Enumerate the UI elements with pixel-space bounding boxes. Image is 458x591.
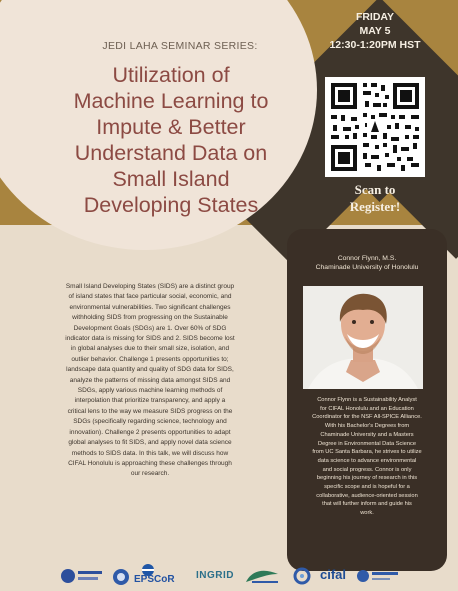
abstract-line: in global analyses due to their small size, isolation, and bbox=[70, 345, 230, 353]
event-time: 12:30-1:20PM HST bbox=[329, 39, 421, 51]
abstract-line: analyze the patterns of missing data amongst SIDS and bbox=[69, 376, 231, 384]
abstract-line: global analyses to fit SIDS, and apply novel data science bbox=[68, 439, 232, 447]
event-day: FRIDAY bbox=[355, 11, 395, 23]
speaker-portrait-icon bbox=[303, 286, 423, 389]
title-line: Impute & Better bbox=[96, 115, 246, 139]
abstract-line: Development Goals (SDGs) are 1. Over 60% of SDG bbox=[73, 324, 227, 332]
abstract-line: innovation). Challenge 2 presents opportunities to adapt bbox=[69, 428, 231, 436]
bio-line: work. bbox=[360, 510, 374, 517]
event-date-value: MAY 5 bbox=[359, 25, 391, 37]
bio-line: that will further inform and guide his bbox=[322, 501, 412, 508]
bio-line: beginning his journey of research in this bbox=[316, 475, 418, 482]
island-partner-logo-icon bbox=[244, 566, 280, 586]
bio-line: data science to advance environmental bbox=[317, 457, 417, 464]
abstract-line: SDGs, apply various machine learning methods of bbox=[77, 387, 223, 395]
abstract-line: outlier behavior. Challenge 1 presents opportunities to; bbox=[71, 355, 229, 363]
abstract-line: interpolation that prioritize transparency, and apply a bbox=[74, 397, 226, 405]
abstract-line: withholding SIDS from progressing on the Sustainable bbox=[72, 314, 228, 322]
cifal-logo-icon: cifal bbox=[320, 567, 347, 582]
speaker-name: Connor Flynn, M.S. bbox=[337, 255, 397, 262]
title-line: Developing States bbox=[83, 193, 259, 217]
bio-line: Degree in Environmental Data Science bbox=[317, 440, 416, 447]
ingrid-logo-icon: INGRID bbox=[196, 570, 234, 581]
epscor-logo-icon: EPSCoR bbox=[134, 574, 175, 585]
register-line-2: Register! bbox=[349, 199, 401, 214]
honolulu-partner-logo-icon bbox=[356, 568, 400, 584]
title-line: Understand Data on bbox=[74, 141, 268, 165]
abstract-line: SDGs (specifically regarding science, technology and bbox=[73, 418, 227, 426]
abstract-line: Small Island Developing States (SIDS) are a distinct group bbox=[65, 283, 235, 290]
register-callout bbox=[330, 181, 420, 215]
abstract-line: our research. bbox=[130, 470, 170, 478]
bio-line: Coordinator for the NSF All-SPICE Alliance. bbox=[312, 414, 422, 421]
title-line: Small Island bbox=[112, 167, 230, 191]
seal-logo-icon bbox=[112, 568, 130, 586]
bio-line: from UC Santa Barbara, he strives to utilize bbox=[312, 449, 422, 456]
event-date bbox=[315, 10, 435, 52]
bio-line: for CIFAL Honolulu and an Education bbox=[320, 405, 414, 412]
bio-line: Chaminade University and a Masters bbox=[320, 431, 414, 438]
bio-line: and social progress. Connor is only bbox=[322, 466, 412, 473]
speaker-affiliation: Chaminade University of Honolulu bbox=[315, 264, 419, 271]
abstract-line: indicator data is missing for SIDS and 2. SIDS become lost bbox=[65, 335, 235, 343]
abstract-line: methods to SIDS data. In this talk, we will discuss how bbox=[71, 449, 229, 457]
abstract-line: landscape data quantity and quality of SDG data for SIDS, bbox=[66, 366, 234, 374]
talk-abstract bbox=[21, 282, 279, 480]
register-line-1: Scan to bbox=[354, 182, 396, 197]
abstract-line: CIFAL Honolulu is approaching these challenges through bbox=[68, 459, 232, 467]
talk-title bbox=[22, 62, 320, 218]
hawaii-partner-logo-icon bbox=[60, 566, 104, 586]
speaker-heading bbox=[292, 254, 442, 272]
bio-line: specific scope and is hopeful for a bbox=[324, 484, 410, 491]
abstract-line: environmental vulnerabilities. Two significant challenges bbox=[69, 303, 231, 311]
title-line: Machine Learning to bbox=[73, 89, 269, 113]
abstract-line: of island states that face particular social, economic, and bbox=[68, 293, 232, 301]
qr-code-icon[interactable] bbox=[325, 77, 425, 177]
speaker-bio bbox=[294, 396, 440, 518]
sponsor-logo-strip bbox=[0, 562, 458, 591]
bio-line: collaborative, audience-oriented session bbox=[316, 492, 418, 499]
title-line: Utilization of bbox=[112, 63, 230, 87]
bio-line: Connor Flynn is a Sustainability Analyst bbox=[317, 397, 417, 403]
series-label: JEDI LAHA SEMINAR SERIES: bbox=[102, 40, 258, 52]
abstract-line: critical lens to the way we measure SIDS progress on the bbox=[67, 407, 233, 415]
bio-line: With his Bachelor's Degrees from bbox=[324, 423, 410, 430]
ring-logo-icon bbox=[292, 567, 312, 585]
